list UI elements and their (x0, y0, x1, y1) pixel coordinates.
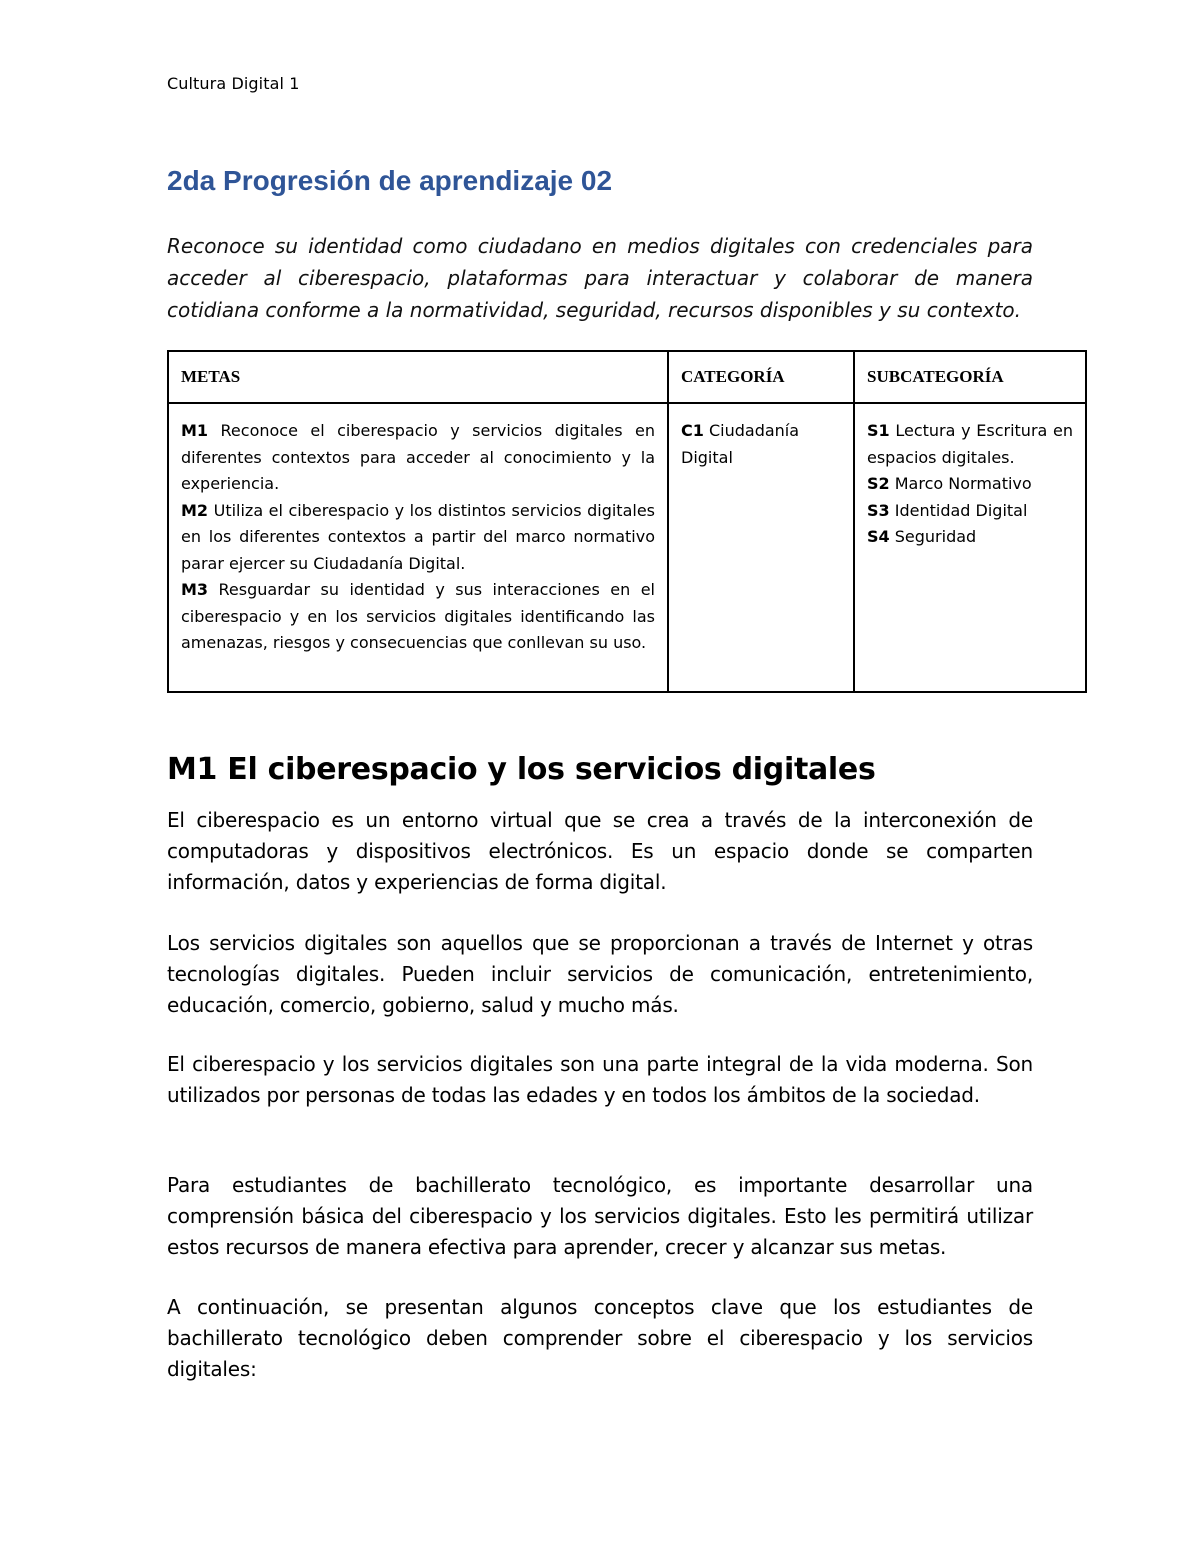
subcategoria-code: S1 (867, 421, 890, 440)
meta-text: Utiliza el ciberespacio y los distintos servicios digitales en los diferentes contextos a partir del marco normativo parar ejercer su Ciudadanía Digital. (181, 500, 656, 573)
subcategoria-text: Seguridad (894, 527, 977, 546)
paragraph: El ciberespacio es un entorno virtual que se crea a través de la interconexión de computadoras y dispositivos electrónicos. Es un espacio donde se comparten información, datos y experiencias de forma digital. (167, 808, 1033, 894)
categoria-text: Ciudadanía Digital (681, 421, 800, 467)
subcategoria-item (867, 524, 1073, 551)
subcategoria-item (867, 418, 1073, 471)
progression-title: 2da Progresión de aprendizaje 02 (167, 165, 613, 196)
meta-code: M1 (181, 421, 209, 440)
subcategoria-cell (854, 403, 1086, 692)
meta-code: M2 (181, 500, 209, 520)
subcategoria-code: S3 (867, 500, 890, 520)
categoria-code: C1 (681, 421, 704, 440)
running-header: Cultura Digital 1 (167, 74, 300, 93)
goals-table (167, 350, 1087, 693)
paragraph: El ciberespacio y los servicios digitales son una parte integral de la vida moderna. Son utilizados por personas de todas las edades y en todos los ámbitos de la sociedad. (167, 1052, 1033, 1107)
meta-text: Resguardar su identidad y sus interacciones en el ciberespacio y en los servicios digitales identificando las amenazas, riesgos y consecuencias que conllevan su uso. (181, 580, 655, 652)
subcategoria-code: S2 (867, 474, 890, 493)
subcategoria-code: S4 (867, 527, 890, 546)
meta-code: M3 (181, 580, 209, 599)
categoria-cell (668, 403, 854, 692)
header-metas: METAS (168, 351, 668, 403)
section-heading: M1 El ciberespacio y los servicios digitales (167, 752, 876, 787)
meta-item (181, 577, 655, 657)
progression-description: Reconoce su identidad como ciudadano en medios digitales con credenciales para acceder al ciberespacio, plataformas para interactuar y colaborar de manera cotidiana conforme a la normatividad, seguridad, recursos disponibles y su contexto. (167, 234, 1033, 322)
subcategoria-text: Marco Normativo (894, 474, 1032, 493)
header-categoria: CATEGORÍA (668, 351, 854, 403)
meta-item (181, 418, 655, 498)
metas-cell (168, 403, 668, 692)
paragraph: Para estudiantes de bachillerato tecnológico, es importante desarrollar una comprensión básica del ciberespacio y los servicios digitales. Esto les permitirá utilizar estos recursos de manera efectiva para aprender, crecer y alcanzar sus metas. (167, 1173, 1033, 1259)
paragraph: A continuación, se presentan algunos conceptos clave que los estudiantes de bachillerato tecnológico deben comprender sobre el ciberespacio y los servicios digitales: (167, 1295, 1033, 1381)
meta-text: Reconoce el ciberespacio y servicios digitales en diferentes contextos para acceder al conocimiento y la experiencia. (181, 421, 655, 493)
subcategoria-item (867, 498, 1073, 525)
table-header-row (168, 351, 1086, 403)
meta-item (181, 498, 655, 578)
categoria-item (681, 418, 841, 471)
table-row (168, 403, 1086, 692)
subcategoria-item (867, 471, 1073, 498)
paragraph: Los servicios digitales son aquellos que se proporcionan a través de Internet y otras tecnologías digitales. Pueden incluir servicios de comunicación, entretenimiento, educación, comercio, gobierno, salud y mucho más. (167, 931, 1033, 1017)
subcategoria-text: Lectura y Escritura en espacios digitales. (867, 421, 1073, 467)
subcategoria-text: Identidad Digital (894, 500, 1028, 520)
header-subcategoria: SUBCATEGORÍA (854, 351, 1086, 403)
